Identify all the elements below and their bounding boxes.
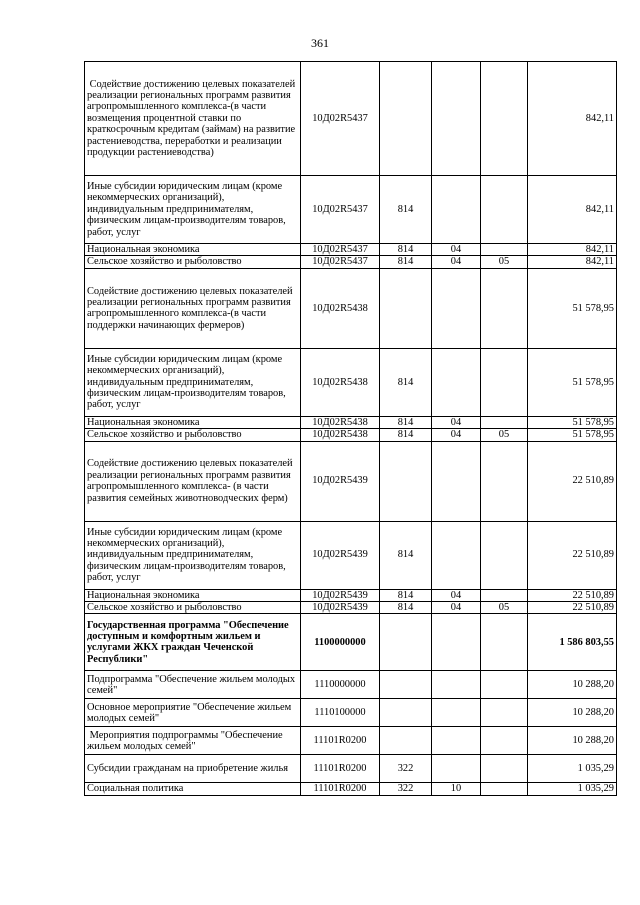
amount-cell: 1 586 803,55 bbox=[528, 614, 617, 671]
target-code-cell: 10Д02R5439 bbox=[301, 589, 380, 601]
budget-table-body bbox=[85, 62, 617, 796]
table-row bbox=[85, 614, 617, 671]
table-row bbox=[85, 416, 617, 428]
target-code-cell: 10Д02R5439 bbox=[301, 521, 380, 589]
row-name-cell: Сельское хозяйство и рыболовство bbox=[85, 429, 301, 441]
target-code-cell: 1110100000 bbox=[301, 699, 380, 727]
amount-cell: 1 035,29 bbox=[528, 755, 617, 783]
target-code-cell: 10Д02R5438 bbox=[301, 416, 380, 428]
target-code-cell: 1100000000 bbox=[301, 614, 380, 671]
target-code-cell: 10Д02R5437 bbox=[301, 256, 380, 268]
amount-cell: 51 578,95 bbox=[528, 416, 617, 428]
section-code-cell bbox=[432, 348, 481, 416]
row-name-cell: Содействие достижению целевых показателей реализации региональных программ развития агропромышленного комплекса-(в части поддержки начинающих фермеров) bbox=[85, 268, 301, 348]
row-name-cell: Государственная программа "Обеспечение доступным и комфортным жильем и услугами ЖКХ граждан Чеченской Республики" bbox=[85, 614, 301, 671]
expense-type-cell bbox=[380, 441, 432, 521]
amount-cell: 1 035,29 bbox=[528, 783, 617, 795]
table-row bbox=[85, 755, 617, 783]
table-row bbox=[85, 176, 617, 244]
section-code-cell: 04 bbox=[432, 244, 481, 256]
expense-type-cell: 322 bbox=[380, 783, 432, 795]
expense-type-cell bbox=[380, 268, 432, 348]
subsection-code-cell bbox=[481, 416, 528, 428]
section-code-cell bbox=[432, 441, 481, 521]
target-code-cell: 10Д02R5438 bbox=[301, 268, 380, 348]
budget-table bbox=[84, 61, 617, 796]
target-code-cell: 11101R0200 bbox=[301, 755, 380, 783]
row-name-cell: Сельское хозяйство и рыболовство bbox=[85, 256, 301, 268]
subsection-code-cell bbox=[481, 755, 528, 783]
table-row bbox=[85, 589, 617, 601]
expense-type-cell: 814 bbox=[380, 602, 432, 614]
table-row bbox=[85, 256, 617, 268]
expense-type-cell bbox=[380, 727, 432, 755]
row-name-cell: Содействие достижению целевых показателей реализации региональных программ развития агропромышленного комплекса-(в части возмещения процентной ставки по краткосрочным кредитам (займам) на развитие растениеводства, переработки и реализации продукции растениеводства) bbox=[85, 62, 301, 176]
table-row bbox=[85, 602, 617, 614]
row-name-cell: Субсидии гражданам на приобретение жилья bbox=[85, 755, 301, 783]
amount-cell: 22 510,89 bbox=[528, 441, 617, 521]
target-code-cell: 10Д02R5439 bbox=[301, 441, 380, 521]
subsection-code-cell bbox=[481, 441, 528, 521]
row-name-cell: Подпрограмма "Обеспечение жильем молодых семей" bbox=[85, 671, 301, 699]
section-code-cell bbox=[432, 176, 481, 244]
table-row bbox=[85, 671, 617, 699]
target-code-cell: 10Д02R5438 bbox=[301, 348, 380, 416]
amount-cell: 842,11 bbox=[528, 176, 617, 244]
section-code-cell bbox=[432, 699, 481, 727]
target-code-cell: 11101R0200 bbox=[301, 783, 380, 795]
table-row bbox=[85, 783, 617, 795]
expense-type-cell bbox=[380, 699, 432, 727]
section-code-cell: 04 bbox=[432, 602, 481, 614]
expense-type-cell: 814 bbox=[380, 429, 432, 441]
table-row bbox=[85, 62, 617, 176]
amount-cell: 842,11 bbox=[528, 62, 617, 176]
target-code-cell: 10Д02R5438 bbox=[301, 429, 380, 441]
section-code-cell bbox=[432, 521, 481, 589]
amount-cell: 22 510,89 bbox=[528, 521, 617, 589]
expense-type-cell: 814 bbox=[380, 256, 432, 268]
section-code-cell bbox=[432, 671, 481, 699]
section-code-cell bbox=[432, 268, 481, 348]
row-name-cell: Иные субсидии юридическим лицам (кроме некоммерческих организаций), индивидуальным предпринимателям, физическим лицам-производителям товаров, работ, услуг bbox=[85, 176, 301, 244]
section-code-cell bbox=[432, 62, 481, 176]
target-code-cell: 1110000000 bbox=[301, 671, 380, 699]
expense-type-cell: 814 bbox=[380, 589, 432, 601]
row-name-cell: Сельское хозяйство и рыболовство bbox=[85, 602, 301, 614]
table-row bbox=[85, 521, 617, 589]
target-code-cell: 10Д02R5439 bbox=[301, 602, 380, 614]
amount-cell: 51 578,95 bbox=[528, 268, 617, 348]
table-row bbox=[85, 699, 617, 727]
row-name-cell: Национальная экономика bbox=[85, 416, 301, 428]
amount-cell: 51 578,95 bbox=[528, 348, 617, 416]
table-row bbox=[85, 348, 617, 416]
expense-type-cell: 814 bbox=[380, 348, 432, 416]
target-code-cell: 11101R0200 bbox=[301, 727, 380, 755]
row-name-cell: Национальная экономика bbox=[85, 589, 301, 601]
amount-cell: 10 288,20 bbox=[528, 671, 617, 699]
amount-cell: 22 510,89 bbox=[528, 589, 617, 601]
table-row bbox=[85, 727, 617, 755]
subsection-code-cell bbox=[481, 268, 528, 348]
amount-cell: 22 510,89 bbox=[528, 602, 617, 614]
table-row bbox=[85, 429, 617, 441]
row-name-cell: Иные субсидии юридическим лицам (кроме некоммерческих организаций), индивидуальным предпринимателям, физическим лицам-производителям товаров, работ, услуг bbox=[85, 348, 301, 416]
table-row bbox=[85, 244, 617, 256]
target-code-cell: 10Д02R5437 bbox=[301, 62, 380, 176]
section-code-cell bbox=[432, 614, 481, 671]
target-code-cell: 10Д02R5437 bbox=[301, 176, 380, 244]
amount-cell: 51 578,95 bbox=[528, 429, 617, 441]
amount-cell: 10 288,20 bbox=[528, 699, 617, 727]
expense-type-cell: 814 bbox=[380, 176, 432, 244]
row-name-cell: Социальная политика bbox=[85, 783, 301, 795]
section-code-cell: 04 bbox=[432, 589, 481, 601]
section-code-cell: 04 bbox=[432, 416, 481, 428]
expense-type-cell bbox=[380, 671, 432, 699]
subsection-code-cell: 05 bbox=[481, 256, 528, 268]
row-name-cell: Национальная экономика bbox=[85, 244, 301, 256]
section-code-cell bbox=[432, 727, 481, 755]
subsection-code-cell bbox=[481, 244, 528, 256]
amount-cell: 10 288,20 bbox=[528, 727, 617, 755]
subsection-code-cell bbox=[481, 589, 528, 601]
subsection-code-cell bbox=[481, 348, 528, 416]
target-code-cell: 10Д02R5437 bbox=[301, 244, 380, 256]
amount-cell: 842,11 bbox=[528, 244, 617, 256]
row-name-cell: Иные субсидии юридическим лицам (кроме некоммерческих организаций), индивидуальным предпринимателям, физическим лицам-производителям товаров, работ, услуг bbox=[85, 521, 301, 589]
row-name-cell: Мероприятия подпрограммы "Обеспечение жильем молодых семей" bbox=[85, 727, 301, 755]
subsection-code-cell bbox=[481, 671, 528, 699]
subsection-code-cell bbox=[481, 62, 528, 176]
expense-type-cell: 814 bbox=[380, 244, 432, 256]
expense-type-cell: 322 bbox=[380, 755, 432, 783]
subsection-code-cell bbox=[481, 521, 528, 589]
section-code-cell: 10 bbox=[432, 783, 481, 795]
subsection-code-cell bbox=[481, 614, 528, 671]
section-code-cell: 04 bbox=[432, 429, 481, 441]
section-code-cell: 04 bbox=[432, 256, 481, 268]
subsection-code-cell bbox=[481, 783, 528, 795]
amount-cell: 842,11 bbox=[528, 256, 617, 268]
table-row bbox=[85, 268, 617, 348]
expense-type-cell: 814 bbox=[380, 521, 432, 589]
subsection-code-cell bbox=[481, 699, 528, 727]
page-number: 361 bbox=[311, 36, 329, 50]
section-code-cell bbox=[432, 755, 481, 783]
expense-type-cell: 814 bbox=[380, 416, 432, 428]
subsection-code-cell: 05 bbox=[481, 602, 528, 614]
expense-type-cell bbox=[380, 62, 432, 176]
subsection-code-cell bbox=[481, 176, 528, 244]
table-row bbox=[85, 441, 617, 521]
expense-type-cell bbox=[380, 614, 432, 671]
row-name-cell: Содействие достижению целевых показателей реализации региональных программ развития агропромышленного комплекса- (в части развития семейных животноводческих ферм) bbox=[85, 441, 301, 521]
subsection-code-cell: 05 bbox=[481, 429, 528, 441]
row-name-cell: Основное мероприятие "Обеспечение жильем молодых семей" bbox=[85, 699, 301, 727]
subsection-code-cell bbox=[481, 727, 528, 755]
